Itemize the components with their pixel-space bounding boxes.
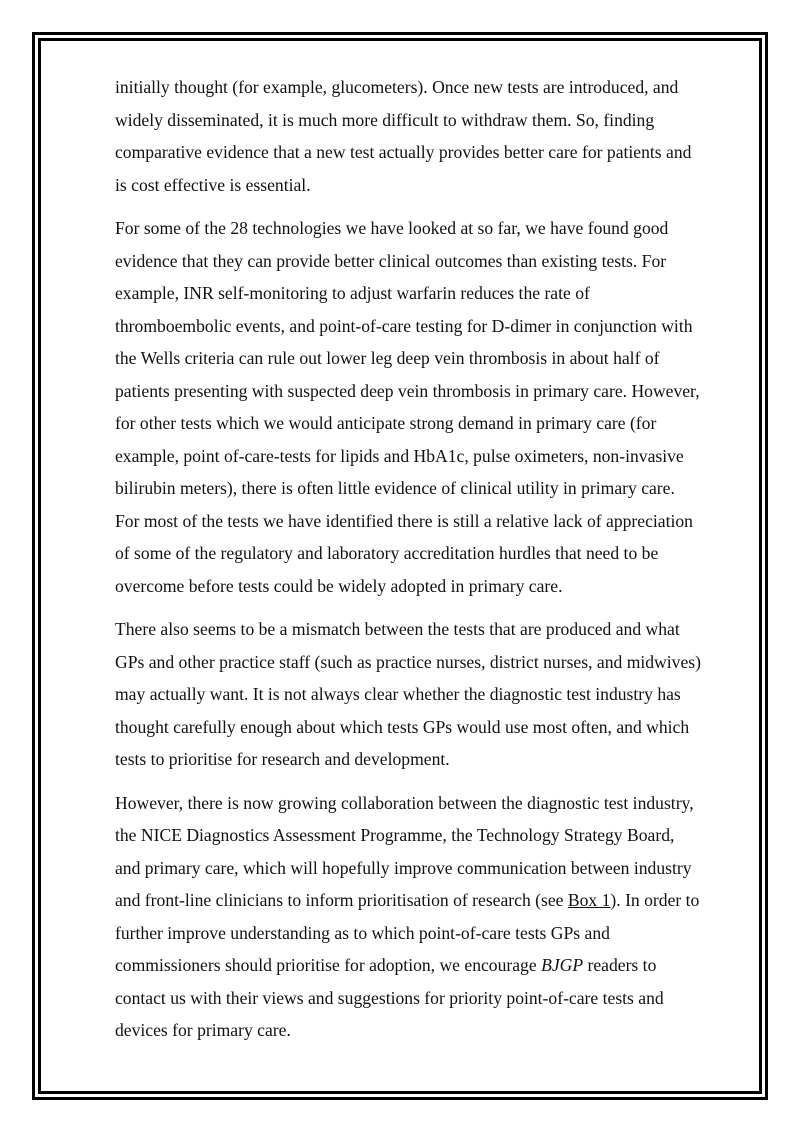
text-line: contact us with their views and suggestions for priority point-of-care tests and [115, 987, 664, 1008]
text-line: patients presenting with suspected deep vein thrombosis in primary care. However, [115, 380, 700, 401]
text-line: bilirubin meters), there is often little evidence of clinical utility in primary care. [115, 478, 675, 498]
paragraph-1 [115, 71, 745, 201]
text-line: However, there is now growing collaboration between the diagnostic test industry, [115, 792, 694, 813]
text-line: GPs and other practice staff (such as practice nurses, district nurses, and midwives) [115, 651, 701, 672]
text-line: initially thought (for example, glucometers). Once new tests are introduced, and [115, 77, 679, 97]
text-line: overcome before tests could be widely adopted in primary care. [115, 575, 563, 596]
journal-name: BJGP [541, 955, 584, 975]
text-line: for other tests which we would anticipate strong demand in primary care (for [115, 413, 657, 433]
text-line: evidence that they can provide better clinical outcomes than existing tests. For [115, 250, 667, 271]
text-line: comparative evidence that a new test actually provides better care for patients and [115, 142, 692, 162]
article-body [115, 71, 745, 1058]
text-line: example, INR self-monitoring to adjust warfarin reduces the rate of [115, 283, 590, 303]
text-line: the NICE Diagnostics Assessment Programme, the Technology Strategy Board, [115, 825, 675, 845]
text-segment: readers to [583, 955, 657, 975]
paragraph-4 [115, 787, 745, 1047]
text-line: thought carefully enough about which tests GPs would use most often, and which [115, 716, 690, 737]
text-line: the Wells criteria can rule out lower leg deep vein thrombosis in about half of [115, 348, 660, 368]
text-line: further improve understanding as to which point-of-care tests GPs and [115, 922, 610, 943]
text-line: example, point of-care-tests for lipids and HbA1c, pulse oximeters, non-invasive [115, 445, 684, 466]
text-line: may actually want. It is not always clear whether the diagnostic test industry has [115, 684, 681, 704]
text-line: For most of the tests we have identified there is still a relative lack of appreciation [115, 510, 693, 531]
text-line [115, 884, 745, 917]
text-line: There also seems to be a mismatch between the tests that are produced and what [115, 619, 680, 639]
paragraph-2 [115, 212, 745, 602]
text-line: and primary care, which will hopefully improve communication between industry [115, 857, 692, 878]
paragraph-3 [115, 613, 745, 776]
text-line: of some of the regulatory and laboratory accreditation hurdles that need to be [115, 543, 659, 563]
text-segment: commissioners should prioritise for adoption, we encourage [115, 955, 542, 975]
text-line: devices for primary care. [115, 1020, 291, 1040]
text-segment: ). In order to [610, 890, 700, 910]
text-segment: and front-line clinicians to inform prioritisation of research (see [115, 890, 568, 910]
text-line: tests to prioritise for research and development. [115, 749, 450, 769]
text-line: is cost effective is essential. [115, 174, 311, 195]
text-line: thromboembolic events, and point-of-care testing for D-dimer in conjunction with [115, 315, 693, 336]
box-1-link[interactable]: Box 1 [567, 890, 611, 910]
text-line: widely disseminated, it is much more difficult to withdraw them. So, finding [115, 109, 655, 130]
text-line: For some of the 28 technologies we have looked at so far, we have found good [115, 218, 669, 238]
text-line [115, 949, 745, 982]
